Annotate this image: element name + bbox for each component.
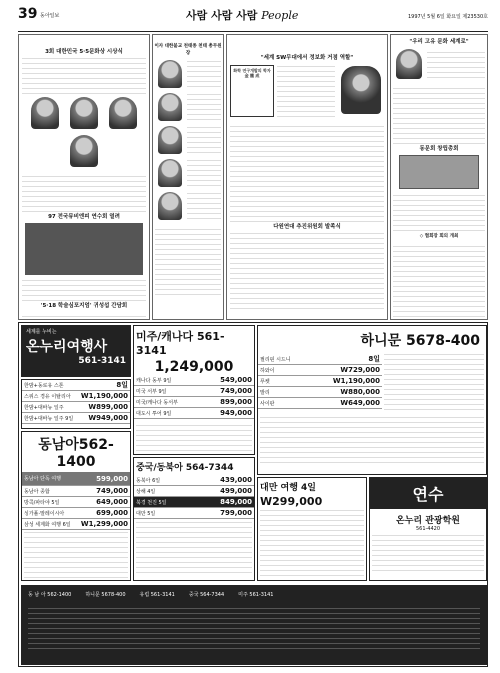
article-body: [155, 225, 221, 295]
ad-item: 동북아 6일 439,000: [136, 476, 252, 484]
ad-item: 한밤+대바뉴 일주 W899,000: [24, 403, 128, 411]
ad-brand-name: 대만 여행 4일: [260, 483, 316, 493]
ad-item: 북경 천진 5일 849,000: [136, 498, 252, 506]
article-body: [187, 125, 221, 153]
ad-tagline: 세계를 누비는: [26, 329, 57, 335]
ad-academy-name: 온누리 관광학원: [396, 516, 460, 526]
article-body: [187, 92, 221, 120]
article-body: [187, 191, 221, 219]
article-body: [393, 84, 485, 144]
ad-europe-list: [21, 379, 131, 429]
subhead-text: 화학 연구개발의 학자 金 龍 成: [233, 68, 271, 78]
article-headline: "우리 고유 문화 세계로": [409, 39, 469, 45]
portrait-photo: [158, 126, 182, 154]
portrait-photo: [158, 93, 182, 121]
news-column-1: [18, 34, 150, 320]
ad-brand-name: 중국/동북아 564-7344: [136, 463, 234, 473]
ad-brand-name: 온누리여행사: [26, 339, 108, 355]
news-column-4: [390, 34, 488, 320]
article-body: [393, 242, 485, 320]
ad-item: 한밤+동로유 스톤 8일: [24, 381, 128, 389]
news-column-2: [152, 34, 224, 320]
ad-fine-print: [136, 521, 252, 573]
event-photo: [399, 155, 479, 189]
ad-item: 사이판 W649,000: [260, 399, 380, 407]
ad-fine-print: [384, 354, 484, 410]
ad-item: 필리핀 시드니 8일: [260, 355, 380, 363]
portrait-row: [19, 96, 149, 172]
ad-americas: [133, 325, 255, 455]
article-headline: 동문회 창립총회: [419, 146, 459, 152]
ad-item: 동남아 종합 749,000: [24, 487, 128, 495]
ad-fine-print: [260, 413, 484, 463]
article-headline: 3회 대한민국 5·5문화상 시상식: [45, 49, 123, 55]
ad-item: 대도시 투어 9일 949,000: [136, 409, 252, 417]
paper-name: 동아일보: [40, 13, 60, 19]
ad-fine-print: [372, 535, 484, 571]
article-body: [22, 277, 146, 301]
section-title-en: People: [261, 9, 299, 22]
ad-brand-name: 연수: [370, 478, 486, 509]
article-body: [427, 48, 485, 78]
ad-item: 스위스 경유 이탈리아 W1,190,000: [24, 392, 128, 400]
article-headline: 이자 대한불교 천태종 천태 총무원장: [154, 44, 222, 56]
ad-item: 방콕/파타야 5일 649,000: [24, 498, 128, 506]
article-body: [230, 122, 384, 222]
portrait-photo: [31, 97, 59, 129]
ad-fine-print: [24, 532, 128, 581]
footer-phone: 동 남 아 562-1400: [28, 592, 72, 598]
article-headline: "세계 SW무대에서 정보화 거점 역할": [260, 55, 354, 61]
ad-item: 하와이 W729,000: [260, 366, 380, 374]
footer-fine-print: [28, 605, 480, 649]
news-column-3: [226, 34, 388, 320]
ad-item: 미국 서부 9일 749,000: [136, 387, 252, 395]
ad-academy: [369, 477, 487, 581]
portrait-photo: [158, 192, 182, 220]
ad-item: 캐나다 동부 9일 549,000: [136, 376, 252, 384]
ad-brand-name: 미주/캐나다 561-3141: [136, 330, 225, 357]
article-body: [230, 233, 384, 309]
article-body: [22, 58, 146, 94]
portrait-photo: [158, 159, 182, 187]
article-body: [187, 59, 221, 87]
ad-item: 싱가폴·말레이시아 699,000: [24, 509, 128, 517]
ad-brand-name: 동남아562-1400: [38, 437, 114, 470]
footer-phone: 미주 561-3141: [238, 592, 274, 598]
ad-item: 푸켓 W1,190,000: [260, 377, 380, 385]
ad-item: 삼성 세계화 여행 6일 W1,299,000: [24, 520, 128, 528]
page-number: 39: [18, 6, 38, 22]
ad-phone: 561-3141: [78, 356, 126, 366]
ad-lead-price: W299,000: [260, 495, 323, 508]
ad-honeymoon: [257, 325, 487, 475]
article-headline: 다원연대 추진위원회 발족식: [273, 224, 341, 230]
ad-onnuri-logo: [21, 325, 131, 377]
section-title: 사람 사람 사람 People: [186, 9, 299, 22]
footer-phone: 중국 564-7344: [188, 592, 225, 598]
ad-phone: 561-4420: [415, 526, 441, 532]
portrait-stack: [153, 57, 223, 223]
footer-phone: 하니문 5678-400: [85, 592, 126, 598]
ad-footer-strip: [21, 585, 487, 665]
portrait-photo: [396, 49, 422, 79]
portrait-photo: [70, 97, 98, 129]
ad-item: 미국/캐나다 동서부 899,000: [136, 398, 252, 406]
article-body: [187, 158, 221, 186]
article-headline: ◇ 협회장 회의 개최: [419, 234, 459, 239]
article-body: [22, 312, 146, 320]
portrait-photo: [341, 66, 381, 114]
portrait-photo: [109, 97, 137, 129]
subhead-box: [230, 65, 274, 117]
ad-lead-price: 1,249,000: [154, 359, 234, 375]
ad-item: 대만 5일 799,000: [136, 509, 252, 517]
ad-fine-print: [260, 510, 364, 576]
portrait-photo: [158, 60, 182, 88]
ad-item: 상해 4일 499,000: [136, 487, 252, 495]
article-body: [22, 174, 146, 212]
ad-item: 한밤+대바뉴 일주 9일 W949,000: [24, 414, 128, 422]
ad-taiwan: [257, 477, 367, 581]
dateline: 1997년 5월 6일 화요일 제23530호: [408, 14, 488, 20]
group-photo: [25, 223, 143, 275]
ad-china: [133, 457, 255, 581]
ad-fine-print: [136, 421, 252, 455]
ad-brand-name: 하니문 5678-400: [360, 333, 480, 349]
footer-phone: 유럽 561-3141: [139, 592, 175, 598]
ad-item: 동남아 단독 여행 599,000: [22, 472, 130, 486]
article-headline: '5·18 학술심포지엄' 귀성섭 간담회: [40, 303, 128, 309]
masthead: [18, 6, 488, 32]
ad-item: 발리 W880,000: [260, 388, 380, 396]
portrait-photo: [70, 135, 98, 167]
article-body: [393, 191, 485, 231]
ad-southeast-asia: [21, 431, 131, 581]
article-body: [277, 65, 335, 117]
article-headline: 97 전국뮤비엔피 연수회 열려: [48, 214, 120, 220]
advertisement-section: [18, 322, 488, 667]
